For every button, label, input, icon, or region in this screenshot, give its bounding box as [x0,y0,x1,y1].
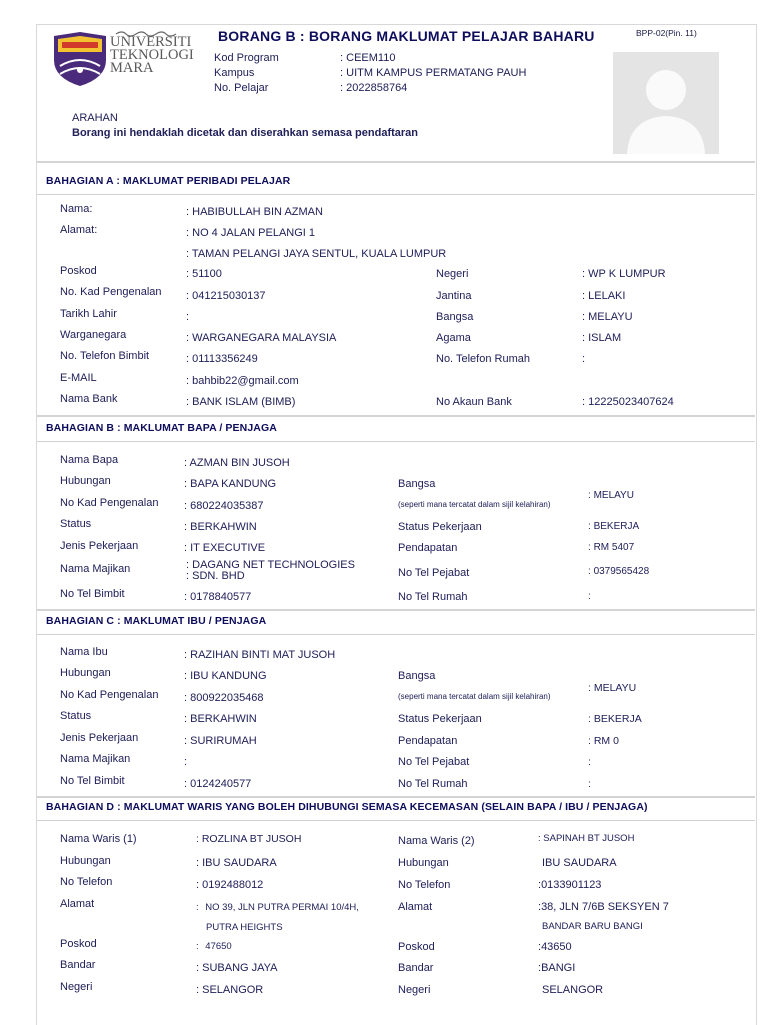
nokp-label: No. Kad Pengenalan [60,286,162,298]
email-value: : bahbib22@gmail.com [186,375,299,387]
tarikh-lahir-value: : [186,311,190,323]
bandar2-value: :BANGI [538,962,576,974]
nokp-value: : 800922035468 [184,692,264,704]
kod-program-value: : CEEM110 [340,52,396,64]
tel-rumah-value: : [588,591,591,602]
nama-majikan-label: Nama Majikan [60,753,131,765]
tel-bimbit-label: No Tel Bimbit [60,588,125,600]
waris2-label: Nama Waris (2) [398,835,475,847]
telefon-bimbit-value: : 01113356249 [186,353,258,365]
negeri-label: Negeri [436,268,469,280]
divider [37,161,755,163]
jenis-pekerjaan-value: : SURIRUMAH [184,735,257,747]
agama-value: : ISLAM [582,332,622,344]
logo-wordmark: UNIVERSITI TEKNOLOGI MARA [110,34,194,76]
nokp-value: : 041215030137 [186,290,266,302]
pendapatan-label: Pendapatan [398,542,458,554]
negeri1-value: : SELANGOR [196,984,264,996]
telefon-rumah-label: No. Telefon Rumah [436,353,530,365]
alamat2-line2: BANDAR BARU BANGI [542,921,643,932]
negeri-value: : WP K LUMPUR [582,268,666,280]
nokp-label: No Kad Pengenalan [60,689,159,701]
avatar-silhouette-icon [613,52,719,154]
poskod-label: Poskod [60,265,97,277]
telefon2-value: :0133901123 [538,879,602,891]
bangsa-note: (seperti mana tercatat dalam sijil kelahiran) [398,500,551,509]
divider [37,415,755,417]
poskod-value: : 51100 [186,268,222,280]
bangsa-value: : MELAYU [588,490,634,501]
alamat2-label: Alamat [398,901,433,913]
negeri2-label: Negeri [398,984,431,996]
waris1-value: : ROZLINA BT JUSOH [196,833,302,845]
jenis-pekerjaan-value: : IT EXECUTIVE [184,542,266,554]
tel-rumah-label: No Tel Rumah [398,778,468,790]
nama-majikan-value: : DAGANG NET TECHNOLOGIES : SDN. BHD [186,559,355,582]
uitm-crest-icon [54,32,106,86]
poskod2-label: Poskod [398,941,435,953]
tel-rumah-label: No Tel Rumah [398,591,468,603]
kod-program-label: Kod Program [214,52,279,64]
form-title: BORANG B : BORANG MAKLUMAT PELAJAR BAHARU [218,28,595,44]
bangsa-label: Bangsa [436,311,474,323]
hubungan1-value: : IBU SAUDARA [196,857,277,869]
divider [37,634,755,635]
nama-value: : HABIBULLAH BIN AZMAN [186,206,323,218]
tel-bimbit-value: : 0178840577 [184,591,252,603]
bangsa-value: : MELAYU [582,311,633,323]
hubungan2-value: IBU SAUDARA [542,857,617,869]
alamat-line2: : TAMAN PELANGI JAYA SENTUL, KUALA LUMPUR [186,248,447,260]
divider [37,441,755,442]
nama-bapa-label: Nama Bapa [60,454,119,466]
nama-majikan-label: Nama Majikan [60,563,131,575]
hubungan-label: Hubungan [60,667,111,679]
nama-label: Nama: [60,203,93,215]
waris2-value: : SAPINAH BT JUSOH [538,833,635,844]
poskod1-value: : 47650 [196,941,232,952]
bangsa-value: : MELAYU [588,682,637,694]
hubungan-label: Hubungan [60,475,111,487]
jantina-value: : LELAKI [582,290,626,302]
pendapatan-label: Pendapatan [398,735,458,747]
status-pekerjaan-label: Status Pekerjaan [398,521,482,533]
nama-bank-label: Nama Bank [60,393,118,405]
section-c-header: BAHAGIAN C : MAKLUMAT IBU / PENJAGA [46,615,267,627]
hubungan-value: : IBU KANDUNG [184,670,267,682]
jenis-pekerjaan-label: Jenis Pekerjaan [60,732,139,744]
hubungan2-label: Hubungan [398,857,449,869]
telefon-bimbit-label: No. Telefon Bimbit [60,350,150,362]
bandar1-value: : SUBANG JAYA [196,962,278,974]
pendapatan-value: : RM 5407 [588,542,635,553]
section-a-header: BAHAGIAN A : MAKLUMAT PERIBADI PELAJAR [46,175,291,187]
nama-majikan-value: : [184,756,188,768]
status-value: : BERKAHWIN [184,521,257,533]
alamat-line1: : NO 4 JALAN PELANGI 1 [186,227,316,239]
nama-bank-value: : BANK ISLAM (BIMB) [186,396,296,408]
nokp-label: No Kad Pengenalan [60,497,159,509]
form-reference: BPP-02(Pin. 11) [636,28,697,38]
telefon-rumah-value: : [582,353,586,365]
telefon-label: No Telefon [60,876,113,888]
tarikh-lahir-label: Tarikh Lahir [60,308,117,320]
tel-pejabat-value: : 0379565428 [588,566,650,577]
alamat-label: Alamat [60,898,95,910]
hubungan-value: : BAPA KANDUNG [184,478,277,490]
tel-pejabat-value: : [588,756,591,768]
nama-ibu-value: : RAZIHAN BINTI MAT JUSOH [184,649,336,661]
warganegara-value: : WARGANEGARA MALAYSIA [186,332,337,344]
poskod-label: Poskod [60,938,97,950]
arahan-text: Borang ini hendaklah dicetak dan diserahkan semasa pendaftaran [72,127,419,139]
no-akaun-label: No Akaun Bank [436,396,512,408]
bangsa-label: Bangsa [398,478,436,490]
negeri-label: Negeri [60,981,93,993]
bangsa-label: Bangsa [398,670,436,682]
no-pelajar-value: : 2022858764 [340,82,408,94]
no-akaun-value: : 12225023407624 [582,396,674,408]
jantina-label: Jantina [436,290,472,302]
tel-pejabat-label: No Tel Pejabat [398,567,470,579]
alamat1-line2: PUTRA HEIGHTS [206,922,283,933]
negeri2-value: SELANGOR [542,984,604,996]
divider [37,194,755,195]
bandar2-label: Bandar [398,962,434,974]
status-label: Status [60,518,92,530]
agama-label: Agama [436,332,471,344]
status-pekerjaan-value: : BEKERJA [588,713,642,725]
nama-ibu-label: Nama Ibu [60,646,108,658]
tel-bimbit-value: : 0124240577 [184,778,252,790]
bangsa-note: (seperti mana tercatat dalam sijil kelahiran) [398,692,551,701]
alamat2-line1: :38, JLN 7/6B SEKSYEN 7 [538,901,669,913]
alamat-label: Alamat: [60,224,98,236]
student-photo-placeholder [613,52,719,154]
waris1-label: Nama Waris (1) [60,833,137,845]
alamat1-line1: : NO 39, JLN PUTRA PERMAI 10/4H, [196,902,359,913]
status-label: Status [60,710,92,722]
telefon1-value: : 0192488012 [196,879,264,891]
hubungan-label: Hubungan [60,855,111,867]
nokp-value: : 680224035387 [184,500,264,512]
email-label: E-MAIL [60,372,97,384]
nama-bapa-value: : AZMAN BIN JUSOH [184,457,290,469]
pendapatan-value: : RM 0 [588,735,619,747]
no-pelajar-label: No. Pelajar [214,82,269,94]
jenis-pekerjaan-label: Jenis Pekerjaan [60,540,139,552]
tel-rumah-value: : [588,778,591,790]
telefon2-label: No Telefon [398,879,451,891]
tel-pejabat-label: No Tel Pejabat [398,756,470,768]
bandar-label: Bandar [60,959,96,971]
section-d-header: BAHAGIAN D : MAKLUMAT WARIS YANG BOLEH DIHUBUNGI SEMASA KECEMASAN (SELAIN BAPA / IBU / PENJAGA) [46,801,648,813]
divider [37,820,755,821]
kampus-label: Kampus [214,67,255,79]
kampus-value: : UITM KAMPUS PERMATANG PAUH [340,67,527,79]
section-b-header: BAHAGIAN B : MAKLUMAT BAPA / PENJAGA [46,422,277,434]
poskod2-value: :43650 [538,941,572,953]
status-pekerjaan-label: Status Pekerjaan [398,713,482,725]
warganegara-label: Warganegara [60,329,127,341]
status-value: : BERKAHWIN [184,713,257,725]
tel-bimbit-label: No Tel Bimbit [60,775,125,787]
arahan-title: ARAHAN [72,112,118,124]
status-pekerjaan-value: : BEKERJA [588,521,640,532]
